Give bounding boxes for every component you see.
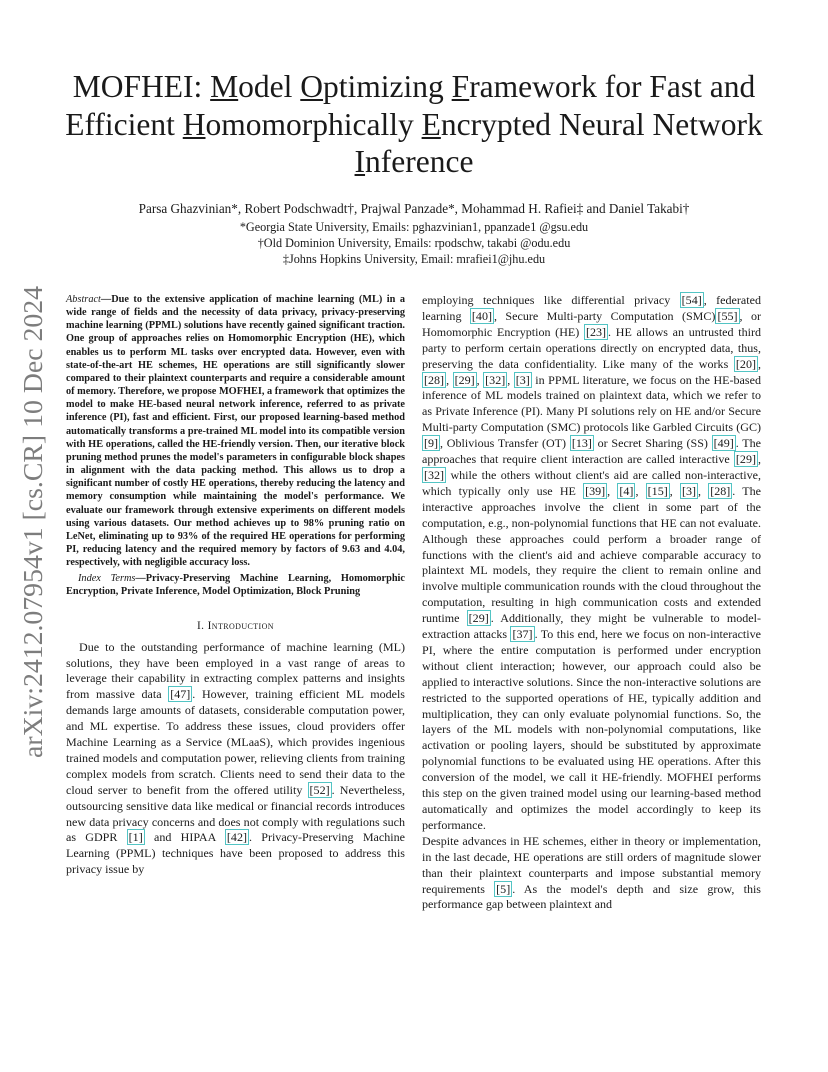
title-text: nference — [365, 144, 474, 179]
title-text: odel — [238, 69, 301, 104]
paragraph-text: employing techniques like differential privacy — [422, 293, 680, 307]
paragraph-text: , — [476, 372, 484, 387]
citation-link[interactable]: [32] — [485, 372, 506, 387]
paragraph-text: , — [757, 452, 761, 467]
paragraph-text: , — [446, 372, 453, 387]
citation-link[interactable]: [39] — [585, 483, 606, 498]
paragraph-text: . However, training efficient ML models demands large amounts of datasets, considerable computation power, and ML expertise. To address these issues, cloud providers offer Machine Learning as a Service (MLaaS), which provides ingenious trained models and computation power, relieving clients from training complex models from scratch. Clients need to send their data to the cloud server to benefit from the offered utility — [66, 687, 405, 797]
title-underlined-initial: M — [210, 69, 239, 104]
citation-link[interactable]: [28] — [424, 372, 445, 387]
affiliation-old-dominion: †Old Dominion University, Emails: rpodschw, takabi @odu.edu — [257, 236, 571, 250]
paragraph-text: . Additionally, they might be vulnerable to model-extraction attacks — [422, 611, 761, 642]
citation-link[interactable]: [23] — [585, 324, 607, 339]
affiliation-georgia-state: *Georgia State University, Emails: pghazvinian1, ppanzade1 @gsu.edu — [239, 220, 589, 234]
author-list: Parsa Ghazvinian*, Robert Podschwadt†, Prajwal Panzade*, Mohammad H. Rafiei‡ and Daniel Takabi† — [138, 201, 690, 216]
left-column — [66, 293, 405, 878]
citation-link[interactable]: [29] — [735, 452, 756, 467]
citation-link[interactable]: [5] — [496, 881, 511, 896]
citation-link[interactable]: [3] — [681, 483, 696, 498]
paper-title — [60, 68, 768, 181]
index-terms — [66, 572, 405, 598]
citation-link[interactable]: [52] — [309, 782, 330, 797]
paragraph-text: , — [635, 483, 646, 498]
title-text: omomorphically — [205, 106, 422, 142]
paragraph-text: . The approaches that require client interaction are called interactive — [422, 436, 762, 467]
paragraph-text: , — [669, 483, 680, 498]
paragraph-text: and HIPAA — [144, 830, 225, 845]
citation-link[interactable]: [54] — [681, 293, 702, 307]
right-column — [422, 293, 761, 913]
title-text: MOFHEI: — [72, 69, 211, 104]
paragraph-text: , federated learning — [422, 293, 761, 323]
arxiv-identifier-stamp — [10, 284, 50, 760]
paragraph-text: Despite advances in HE schemes, either in theory or implementation, in the last decade, HE operations are still orders of magnitude slower than their plaintext counterparts and impose substantial memory requirements — [422, 833, 761, 896]
citation-link[interactable]: [40] — [471, 308, 492, 323]
paragraph-text: . To this end, here we focus on non-interactive PI, where the entire computation is performed under encryption without client interaction; however, our approach could also be applied to interactive solutions. Since the non-interactive solutions are restricted to the supported operations of HE, typically addition and multiplication, they can only evaluate polynomial functions. So, the layers of the ML models with non-polynomial computations, like activation or pooling layers, should be substituted by approximate polynomial functions to be evaluated using HE operations. After this conversion of the model, we call it HE-friendly. MOFHEI performs this step on the given trained model using our learning-based method automatically and optimizes the model accordingly to keep its performance. — [422, 627, 761, 832]
paragraph-text: , — [607, 483, 618, 498]
abstract — [66, 293, 405, 569]
citation-link[interactable]: [3] — [515, 372, 530, 387]
citation-link[interactable]: [29] — [454, 372, 475, 387]
paragraph-text: , — [507, 372, 514, 387]
section-title: Introduction — [207, 619, 274, 632]
paragraph-text: . As the model's depth and size grow, this performance gap between plaintext and — [422, 881, 761, 912]
abstract-text: —Due to the extensive application of machine learning (ML) in a wide range of fields and the necessity of data privacy, privacy-preserving machine learning (PPML) solutions have recently gained significant traction. One group of approaches relies on Homomorphic Encryption (HE), which enables us to perform ML tasks over encrypted data. However, even with state-of-the-art HE schemes, HE operations are still significantly slower compared to their plaintext counterparts and require a considerable amount of memory. Therefore, we propose MOFHEI, a framework that optimizes the model to make HE-based neural network inference, referred to as private inference (PI), fast and efficient. First, our proposed learning-based method automatically transforms a pre-trained ML model into its compatible version with HE operations, called the HE-friendly version. Then, our iterative block pruning method prunes the model's parameters in configurable block shapes in alignment with the data packing method. This allows us to drop a significant number of costly HE operations, thereby reducing the latency and memory consumption while maintaining the model's performance. We evaluate our framework through extensive experiments on different models using various datasets. Our method achieves up to 98% pruning ratio on LeNet, eliminating up to 93% of the required HE operations for performing PI, reducing latency and the required memory by factors of 9.63 and 4.04, respectively, with negligible accuracy loss. — [66, 294, 405, 569]
citation-link[interactable]: [37] — [512, 627, 533, 642]
citation-link[interactable]: [13] — [571, 436, 592, 451]
title-text: ptimizing — [323, 69, 452, 104]
paragraph-text: , Secure Multi-party Computation (SMC) — [493, 308, 716, 323]
citation-link[interactable]: [49] — [713, 436, 734, 451]
citation-link[interactable]: [55] — [717, 308, 738, 323]
citation-link[interactable]: [20] — [735, 356, 756, 371]
paragraph-text: . The interactive approaches involve the client in some part of the computation, e.g., non-polynomial functions that HE can not evaluate. Although these approaches could perform a broader range of functions with the client's aid and achieve comparable accuracy to plaintext ML models, they require the client to remain online and involve multiple communication rounds with the cloud throughout the computation, resulting in high communication costs and extended runtime — [422, 483, 762, 626]
paragraph-text: . Privacy-Preserving Machine Learning (PPML) techniques have been proposed to address this privacy issue by — [66, 830, 405, 877]
citation-link[interactable]: [28] — [710, 483, 731, 498]
intro-paragraph-1-continued — [422, 293, 761, 834]
paragraph-text: , — [698, 483, 709, 498]
section-heading — [66, 620, 405, 632]
paragraph-text: or Secret Sharing (SS) — [593, 436, 712, 451]
citation-link[interactable]: [9] — [424, 436, 439, 451]
citation-link[interactable]: [29] — [468, 611, 489, 626]
paragraph-text: Due to the outstanding performance of machine learning (ML) solutions, they have been employed in a vast range of areas to leverage their capability in extracting complex patterns and insights from massive data — [66, 639, 405, 702]
section-number: I. — [197, 619, 205, 632]
paragraph-text: , or Homomorphic Encryption (HE) — [422, 308, 761, 339]
paragraph-text: while the others without client's aid are called non-interactive, which typically only use HE — [422, 467, 761, 498]
citation-link[interactable]: [4] — [619, 483, 634, 498]
title-underlined-initial: H — [182, 106, 206, 142]
paragraph-text: . HE allows an untrusted third party to perform certain operations directly on encrypted data, thus, preserving the data confidentiality. Like many of the works — [422, 324, 761, 371]
paragraph-text: in PPML literature, we focus on the HE-based inference of ML models trained on plaintext data, which we refer to as Private Inference (PI). Many PI solutions rely on HE and/or Secure Multi-party Computation (SMC) protocols like Garbled Circuits (GC) — [422, 372, 761, 435]
intro-paragraph-1 — [66, 640, 405, 879]
index-terms-label: Index Terms — [78, 573, 136, 585]
arxiv-identifier-text: arXiv:2412.07954v1 [cs.CR] 10 Dec 2024 — [18, 299, 48, 758]
affiliation-johns-hopkins: ‡Johns Hopkins University, Email: mrafiei1@jhu.edu — [282, 252, 546, 266]
citation-link[interactable]: [32] — [424, 467, 445, 482]
title-underlined-initial: I — [354, 144, 366, 179]
citation-link[interactable]: [1] — [128, 830, 143, 845]
index-terms-text: —Privacy-Preserving Machine Learning, Homomorphic Encryption, Private Inference, Model Optimization, Block Pruning — [66, 573, 405, 598]
title-underlined-initial: E — [421, 106, 441, 142]
citation-link[interactable]: [47] — [170, 687, 191, 702]
citation-link[interactable]: [15] — [647, 483, 668, 498]
title-text: ramework for Fast and Efficient — [65, 69, 756, 142]
paragraph-text: , Oblivious Transfer (OT) — [440, 436, 570, 451]
abstract-label: Abstract — [66, 294, 101, 305]
intro-paragraph-2 — [422, 834, 761, 914]
paragraph-text: . Nevertheless, outsourcing sensitive data like medical or financial records introduces new data privacy concerns and does not comply with regulations such as GDPR — [66, 782, 405, 845]
title-underlined-initial: F — [451, 69, 470, 104]
title-text: ncrypted Neural Network — [440, 106, 763, 142]
citation-link[interactable]: [42] — [226, 830, 247, 845]
title-underlined-initial: O — [300, 69, 324, 104]
paragraph-text: , — [757, 356, 761, 371]
